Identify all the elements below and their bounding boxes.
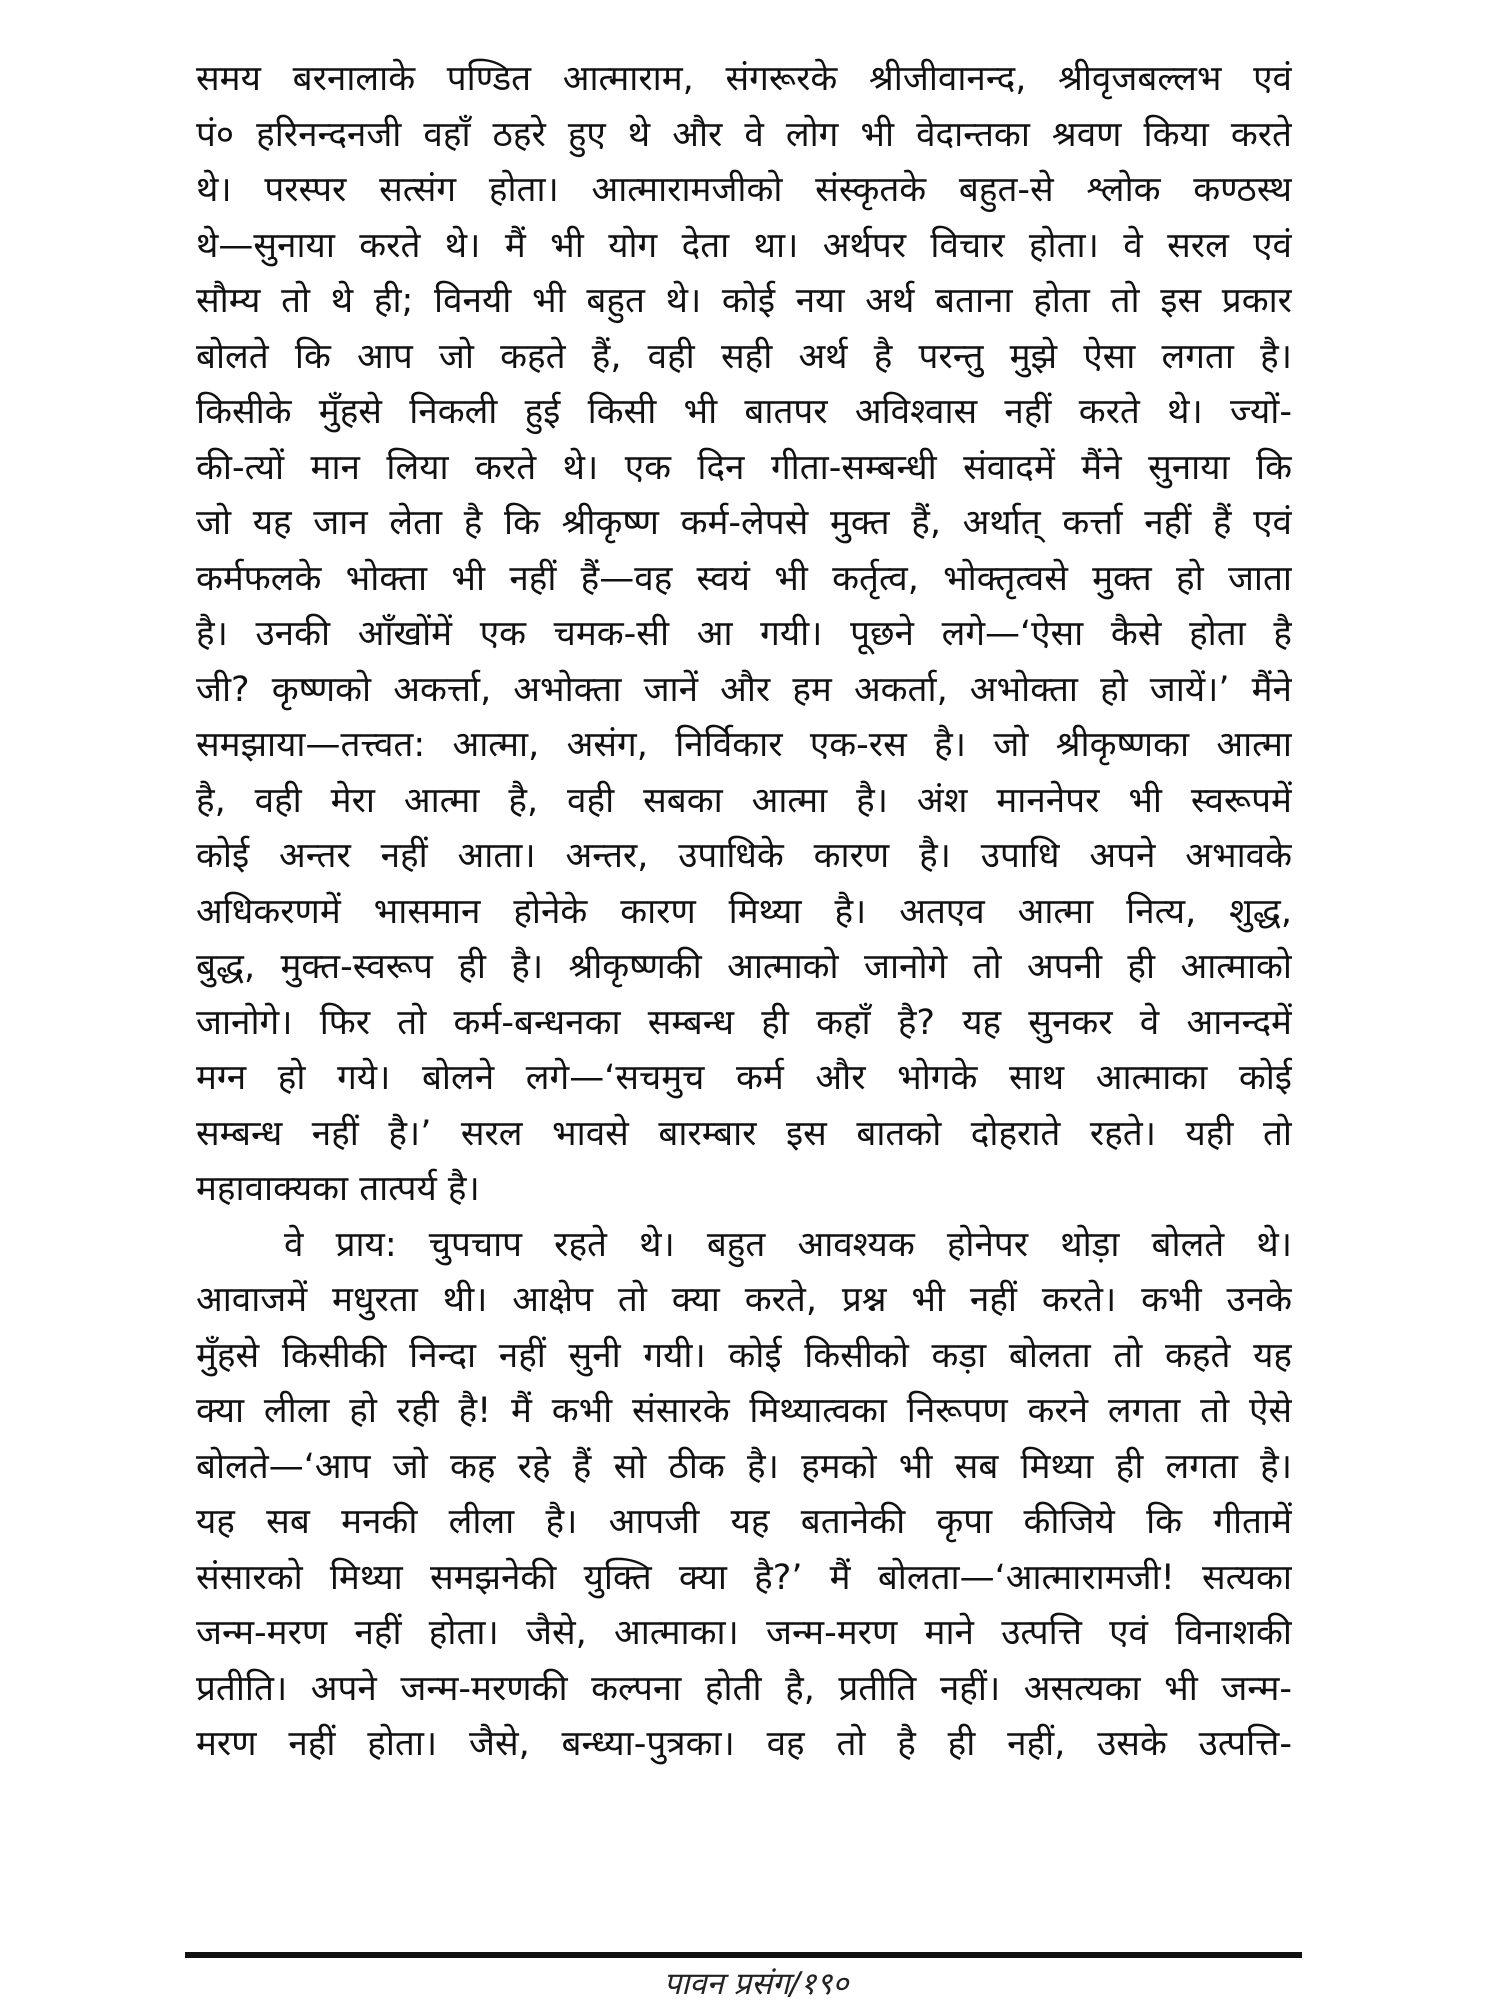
text-line: वे प्राय: चुपचाप रहते थे। बहुत आवश्यक होनेपर थोड़ा बोलते थे।	[284, 1224, 1292, 1265]
text-line: सम्बन्ध नहीं है।’ सरल भावसे बारम्बार इस बातको दोहराते रहते। यही तो	[196, 1113, 1292, 1154]
body-text	[196, 52, 1292, 1773]
text-line: जो यह जान लेता है कि श्रीकृष्ण कर्म-लेपसे मुक्त हैं, अर्थात् कर्त्ता नहीं हैं एवं	[196, 503, 1292, 543]
text-line: जी? कृष्णको अकर्त्ता, अभोक्ता जानें और हम अकर्ता, अभोक्ता हो जायें।’ मैंने	[196, 669, 1292, 710]
text-line: पं० हरिनन्दनजी वहाँ ठहरे हुए थे और वे लोग भी वेदान्तका श्रवण किया करते	[196, 114, 1292, 155]
text-line: जानोगे। फिर तो कर्म-बन्धनका सम्बन्ध ही कहाँ है? यह सुनकर वे आनन्दमें	[196, 1002, 1292, 1043]
text-line: है। उनकी आँखोंमें एक चमक-सी आ गयी। पूछने लगे—‘ऐसा कैसे होता है	[196, 614, 1292, 654]
text-line: थे—सुनाया करते थे। मैं भी योग देता था। अर्थपर विचार होता। वे सरल एवं	[196, 225, 1292, 266]
text-line: अधिकरणमें भासमान होनेके कारण मिथ्या है। अतएव आत्मा नित्य, शुद्ध,	[196, 891, 1292, 932]
text-line: बुद्ध, मुक्त-स्वरूप ही है। श्रीकृष्णकी आत्माको जानोगे तो अपनी ही आत्माको	[196, 947, 1292, 987]
text-line: यह सब मनकी लीला है। आपजी यह बतानेकी कृपा कीजिये कि गीतामें	[196, 1502, 1292, 1542]
text-line: संसारको मिथ्या समझनेकी युक्ति क्या है?’ मैं बोलता—‘आत्मारामजी! सत्यका	[196, 1557, 1292, 1598]
text-line: बोलते कि आप जो कहते हैं, वही सही अर्थ है परन्तु मुझे ऐसा लगता है।	[196, 336, 1292, 377]
text-line: मुँहसे किसीकी निन्दा नहीं सुनी गयी। कोई किसीको कड़ा बोलता तो कहते यह	[196, 1335, 1292, 1376]
text-line: है, वही मेरा आत्मा है, वही सबका आत्मा है। अंश माननेपर भी स्वरूपमें	[196, 780, 1292, 821]
text-line: मरण नहीं होता। जैसे, बन्ध्या-पुत्रका। वह तो है ही नहीं, उसके उत्पत्ति-	[196, 1724, 1292, 1764]
text-line: सौम्य तो थे ही; विनयी भी बहुत थे। कोई नया अर्थ बताना होता तो इस प्रकार	[196, 281, 1292, 321]
text-line: समय बरनालाके पण्डित आत्माराम, संगरूरके श्रीजीवानन्द, श्रीवृजबल्लभ एवं	[196, 59, 1292, 99]
text-line: कोई अन्तर नहीं आता। अन्तर, उपाधिके कारण है। उपाधि अपने अभावके	[196, 836, 1292, 876]
text-line: प्रतीति। अपने जन्म-मरणकी कल्पना होती है, प्रतीति नहीं। असत्यका भी जन्म-	[196, 1668, 1292, 1709]
footer-divider	[185, 1952, 1302, 1958]
text-line: की-त्यों मान लिया करते थे। एक दिन गीता-सम्बन्धी संवादमें मैंने सुनाया कि	[196, 447, 1292, 488]
text-line: आवाजमें मधुरता थी। आक्षेप तो क्या करते, प्रश्न भी नहीं करते। कभी उनके	[196, 1280, 1292, 1320]
text-line: मग्न हो गये। बोलने लगे—‘सचमुच कर्म और भोगके साथ आत्माका कोई	[196, 1058, 1292, 1098]
text-line: कर्मफलके भोक्ता भी नहीं हैं—वह स्वयं भी कर्तृत्व, भोक्तृत्वसे मुक्त हो जाता	[196, 558, 1292, 599]
text-line: महावाक्यका तात्पर्य है।	[196, 1169, 480, 1209]
text-line: किसीके मुँहसे निकली हुई किसी भी बातपर अविश्वास नहीं करते थे। ज्यों-	[196, 392, 1292, 432]
text-line: जन्म-मरण नहीं होता। जैसे, आत्माका। जन्म-मरण माने उत्पत्ति एवं विनाशकी	[196, 1613, 1292, 1653]
text-line: बोलते—‘आप जो कह रहे हैं सो ठीक है। हमको भी सब मिथ्या ही लगता है।	[196, 1446, 1292, 1487]
text-line: क्या लीला हो रही है! मैं कभी संसारके मिथ्यात्वका निरूपण करने लगता तो ऐसे	[196, 1391, 1292, 1431]
page-footer: पावन प्रसंग/१९०	[663, 1966, 849, 2002]
text-line: थे। परस्पर सत्संग होता। आत्मारामजीको संस्कृतके बहुत-से श्लोक कण्ठस्थ	[196, 170, 1292, 210]
text-line: समझाया—तत्त्वत: आत्मा, असंग, निर्विकार एक-रस है। जो श्रीकृष्णका आत्मा	[196, 725, 1292, 765]
